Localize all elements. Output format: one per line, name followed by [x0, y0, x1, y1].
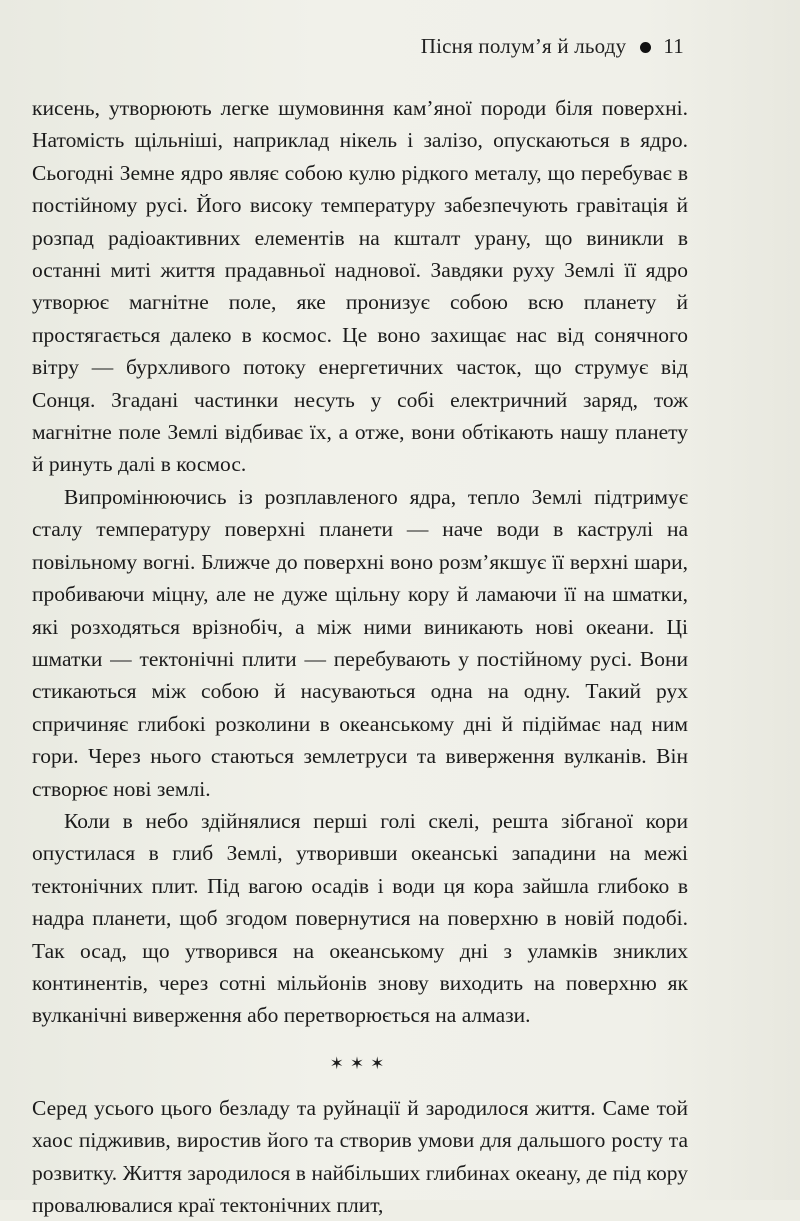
- section-break: [32, 1048, 688, 1080]
- bullet-icon: [640, 42, 651, 53]
- asterism-star-icon: ✶: [329, 1053, 350, 1073]
- paragraph-new-section: Серед усього цього безладу та руйнації й зародилося життя. Саме той хаос підживив, виростив його та створив умови для дальшого росту та розвитку. Життя зародилося в найбільших глибинах океану, де під кору провалювалися краї тектонічних плит,: [32, 1095, 688, 1217]
- asterism-star-icon: ✶: [370, 1053, 391, 1073]
- asterism-star-icon: ✶: [349, 1053, 371, 1073]
- paragraph-continued: кисень, утворюють легке шумовиння кам’яної породи біля поверхні. Натомість щільніші, наприклад нікель і залізо, опускаються в ядро. Сьогодні Земне ядро являє собою кулю рідкого металу, що перебуває в постійному русі. Його високу температуру забезпечують гравітація й розпад радіоактивних елементів на кшталт урану, що виникли в останні миті життя прадавньої наднової. Завдяки руху Землі її ядро утворює магнітне поле, яке пронизує собою всю планету й простягається далеко в космос. Це воно захищає нас від сонячного вітру — бурхливого потоку енергетичних часток, що струмує від Сонця. Згадані частинки несуть у собі електричний заряд, тож магнітне поле Землі відбиває їх, а отже, вони обтікають нашу планету й ринуть далі в космос.: [32, 96, 688, 477]
- running-title: Пісня полум’я й льоду: [420, 34, 627, 58]
- body-text: [32, 92, 688, 1221]
- paragraph: Коли в небо здійнялися перші голі скелі, решта зібганої кори опустилася в глиб Землі, утворивши океанські западини на межі тектонічних плит. Під вагою осадів і води ця кора зайшла глибоко в надра планети, щоб згодом повернутися на поверхню в новій подобі. Так осад, що утворився на океанському дні з уламків зниклих континентів, через сотні мільйонів знову виходить на поверхню як вулканічні виверження або перетворюється на алмази.: [32, 808, 688, 1028]
- running-header: [421, 34, 684, 59]
- page-number: 11: [663, 34, 684, 58]
- paragraph: Випромінюючись із розплавленого ядра, тепло Землі підтримує сталу температуру поверхні планети — наче води в каструлі на повільному вогні. Ближче до поверхні воно розм’якшує її верхні шари, пробиваючи міцну, але не дуже щільну кору й ламаючи її на шматки, які розходяться врізнобіч, а між ними виникають нові океани. Ці шматки — тектонічні плити — перебувають у постійному русі. Вони стикаються між собою й насуваються одна на одну. Такий рух спричиняє глибокі розколини в океанському дні й підіймає над ним гори. Через нього стаються землетруси та виверження вулканів. Він створює нові землі.: [32, 484, 688, 801]
